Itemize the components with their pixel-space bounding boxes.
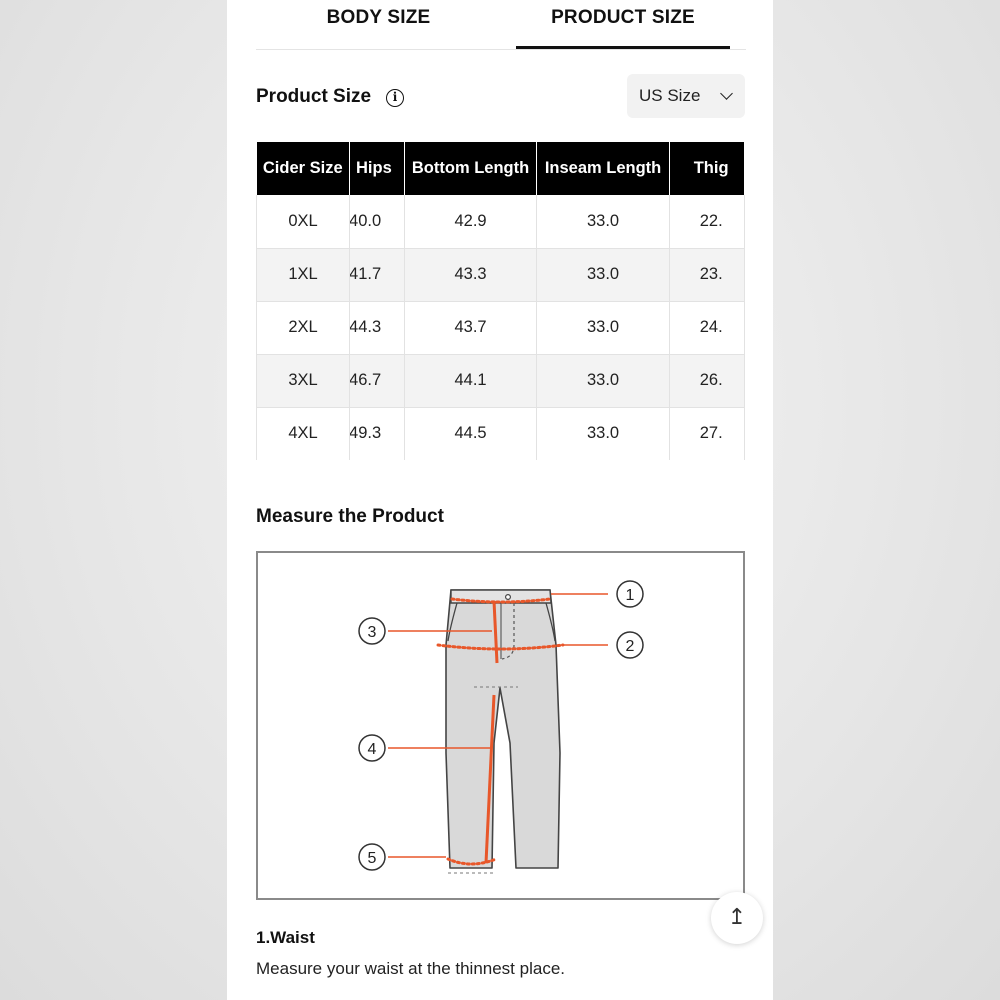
cell-hips: 41.7 xyxy=(350,248,405,301)
active-tab-indicator xyxy=(516,46,730,49)
cell-size: 0XL xyxy=(257,195,350,248)
unit-size-value: US Size xyxy=(639,86,701,105)
svg-text:5: 5 xyxy=(367,850,377,867)
cell-size: 3XL xyxy=(257,354,350,407)
cell-bottom-length: 43.7 xyxy=(404,301,537,354)
cell-thigh: 26. xyxy=(669,354,744,407)
cell-hips: 40.0 xyxy=(350,195,405,248)
cell-thigh: 22. xyxy=(669,195,744,248)
table-row xyxy=(257,354,745,407)
marker-5 xyxy=(359,844,385,870)
table-row xyxy=(257,407,745,460)
tab-product-size[interactable]: PRODUCT SIZE xyxy=(551,7,695,28)
cell-thigh: 24. xyxy=(669,301,744,354)
scroll-to-top-button[interactable] xyxy=(711,892,763,944)
cell-size: 4XL xyxy=(257,407,350,460)
cell-inseam-length: 33.0 xyxy=(537,248,669,301)
cell-bottom-length: 44.5 xyxy=(404,407,537,460)
header-thigh: Thig xyxy=(669,142,744,195)
size-tabs xyxy=(256,0,746,50)
guide-description: Measure your waist at the thinnest place. xyxy=(256,959,565,978)
cell-hips: 49.3 xyxy=(350,407,405,460)
cell-inseam-length: 33.0 xyxy=(537,407,669,460)
cell-hips: 46.7 xyxy=(350,354,405,407)
header-hips: Hips xyxy=(350,142,405,195)
size-table xyxy=(256,142,745,460)
table-row xyxy=(257,301,745,354)
table-header-row xyxy=(257,142,745,195)
chevron-down-icon xyxy=(720,87,733,100)
marker-4 xyxy=(359,735,385,761)
size-table-scroll[interactable] xyxy=(256,142,745,460)
marker-1 xyxy=(617,581,643,607)
cell-thigh: 27. xyxy=(669,407,744,460)
product-size-title: Product Size xyxy=(256,86,372,107)
table-row xyxy=(257,195,745,248)
header-bottom-length: Bottom Length xyxy=(404,142,537,195)
cell-size: 1XL xyxy=(257,248,350,301)
cell-thigh: 23. xyxy=(669,248,744,301)
cell-inseam-length: 33.0 xyxy=(537,354,669,407)
arrow-up-icon: ↥ xyxy=(727,904,747,929)
header-inseam-length: Inseam Length xyxy=(537,142,669,195)
cell-inseam-length: 33.0 xyxy=(537,195,669,248)
svg-text:4: 4 xyxy=(367,741,377,758)
header-cider-size: Cider Size xyxy=(257,142,350,195)
marker-3 xyxy=(359,618,385,644)
guide-title: 1.Waist xyxy=(256,928,315,947)
cell-bottom-length: 44.1 xyxy=(404,354,537,407)
cell-hips: 44.3 xyxy=(350,301,405,354)
cell-bottom-length: 42.9 xyxy=(404,195,537,248)
cell-inseam-length: 33.0 xyxy=(537,301,669,354)
measure-title: Measure the Product xyxy=(256,506,444,527)
marker-2 xyxy=(617,632,643,658)
svg-text:2: 2 xyxy=(625,638,635,655)
svg-text:1: 1 xyxy=(625,587,635,604)
unit-size-select[interactable] xyxy=(627,74,745,118)
cell-bottom-length: 43.3 xyxy=(404,248,537,301)
measurement-diagram xyxy=(256,551,745,900)
table-row xyxy=(257,248,745,301)
svg-text:3: 3 xyxy=(367,624,377,641)
tab-body-size[interactable]: BODY SIZE xyxy=(326,7,431,28)
pants-illustration xyxy=(258,553,743,898)
cell-size: 2XL xyxy=(257,301,350,354)
info-icon[interactable]: i xyxy=(386,89,404,107)
